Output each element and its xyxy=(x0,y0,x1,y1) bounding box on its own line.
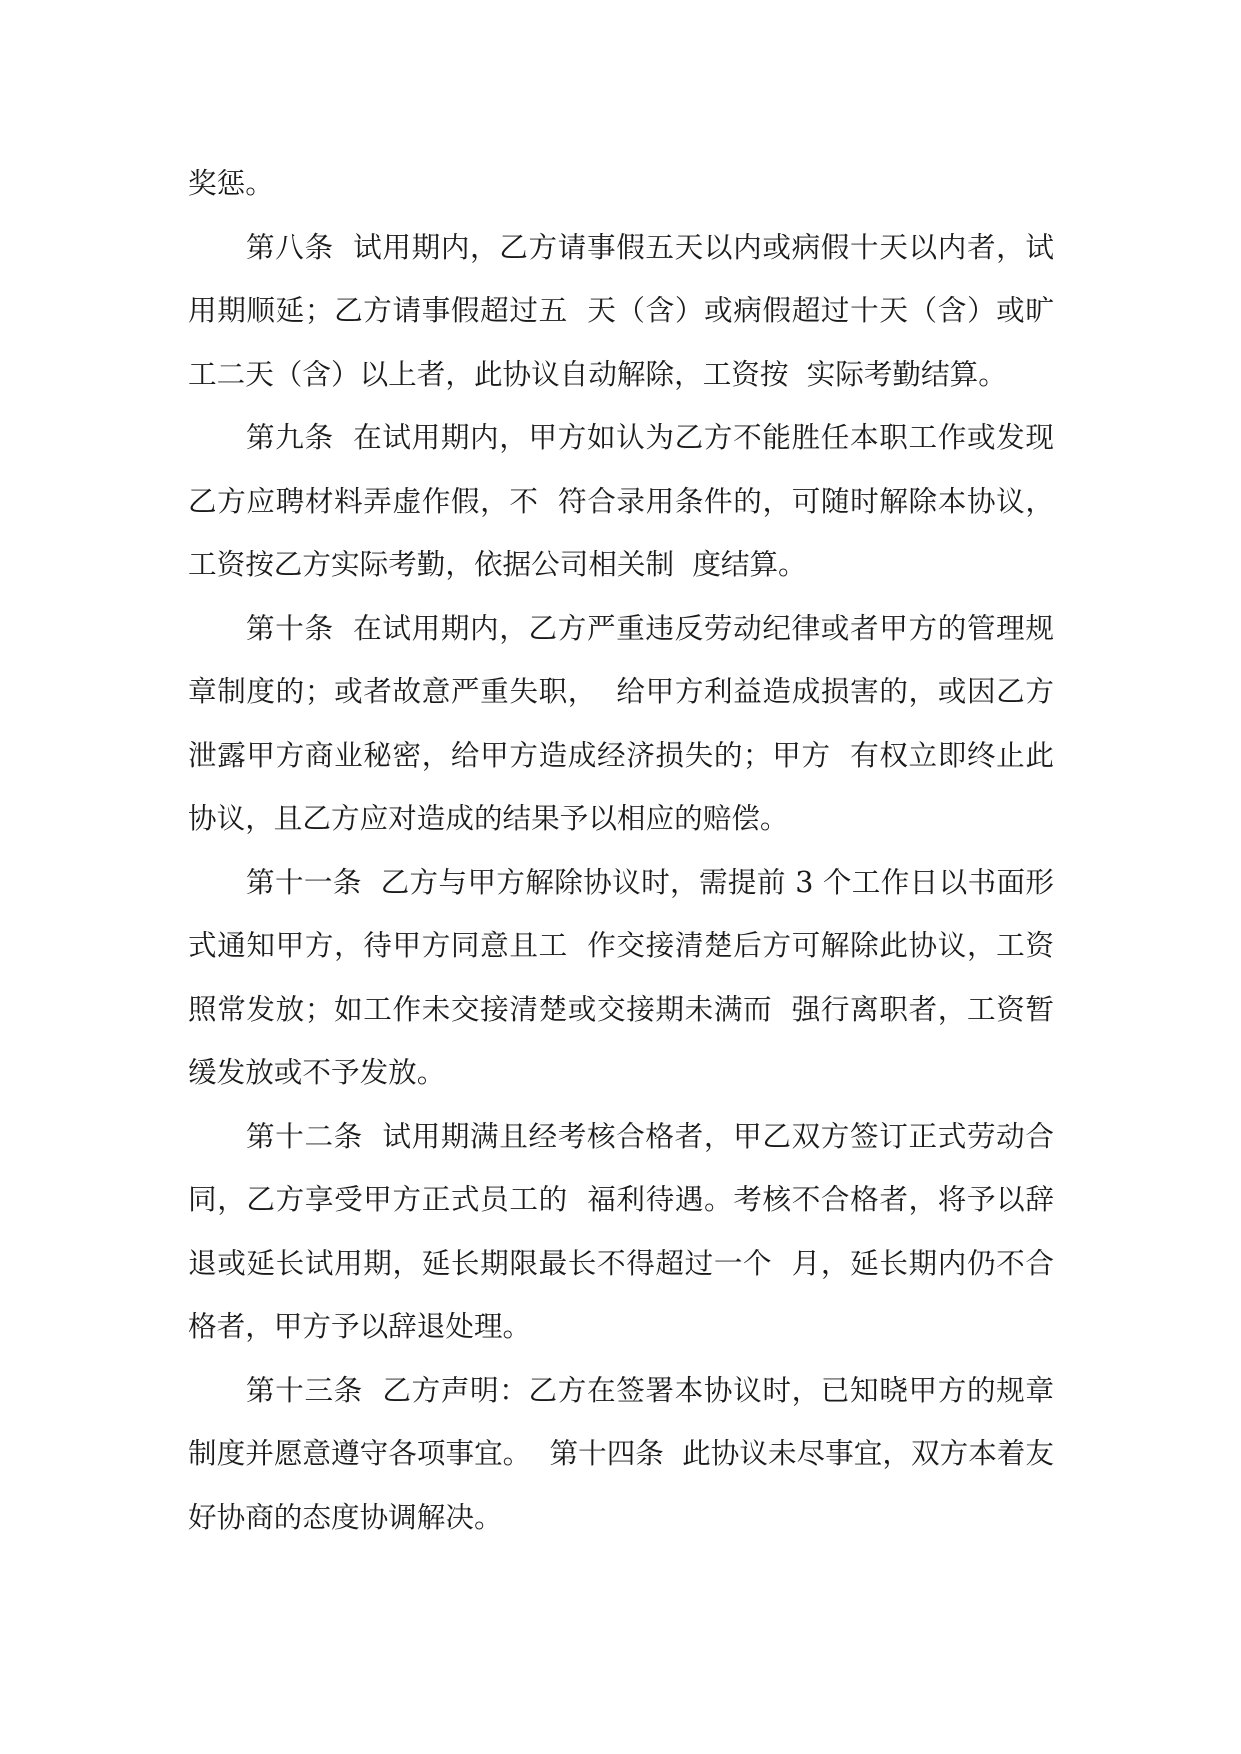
paragraph-article-12: 第十二条 试用期满且经考核合格者，甲乙双方签订正式劳动合同，乙方享受甲方正式员工的 福利待遇。考核不合格者，将予以辞退或延长试用期，延长期限最长不得超过一个 月，延长期内仍不合格者，甲方予以辞退处理。 xyxy=(188,1118,1054,1343)
paragraph-continuation: 奖惩。 xyxy=(188,166,274,200)
paragraph-article-8: 第八条 试用期内，乙方请事假五天以内或病假十天以内者，试用期顺延；乙方请事假超过五 天（含）或病假超过十天（含）或旷工二天（含）以上者，此协议自动解除，工资按 实际考勤结算。 xyxy=(188,229,1054,391)
paragraph-article-10: 第十条 在试用期内，乙方严重违反劳动纪律或者甲方的管理规章制度的；或者故意严重失职， 给甲方利益造成损害的，或因乙方泄露甲方商业秘密，给甲方造成经济损失的；甲方 有权立即终止此协议，且乙方应对造成的结果予以相应的赔偿。 xyxy=(188,610,1054,835)
paragraph-article-9: 第九条 在试用期内，甲方如认为乙方不能胜任本职工作或发现乙方应聘材料弄虚作假，不 符合录用条件的，可随时解除本协议，工资按乙方实际考勤，依据公司相关制 度结算。 xyxy=(188,420,1054,581)
paragraph-article-13-14: 第十三条 乙方声明：乙方在签署本协议时，已知晓甲方的规章制度并愿意遵守各项事宜。 第十四条 此协议未尽事宜，双方本着友好协商的态度协调解决。 xyxy=(188,1372,1054,1534)
document-body xyxy=(188,152,1054,1549)
paragraph-article-11: 第十一条 乙方与甲方解除协议时，需提前 3 个工作日以书面形式通知甲方，待甲方同意且工 作交接清楚后方可解除此协议，工资照常发放；如工作未交接清楚或交接期未满而 强行离职者，工资暂缓发放或不予发放。 xyxy=(188,864,1054,1089)
